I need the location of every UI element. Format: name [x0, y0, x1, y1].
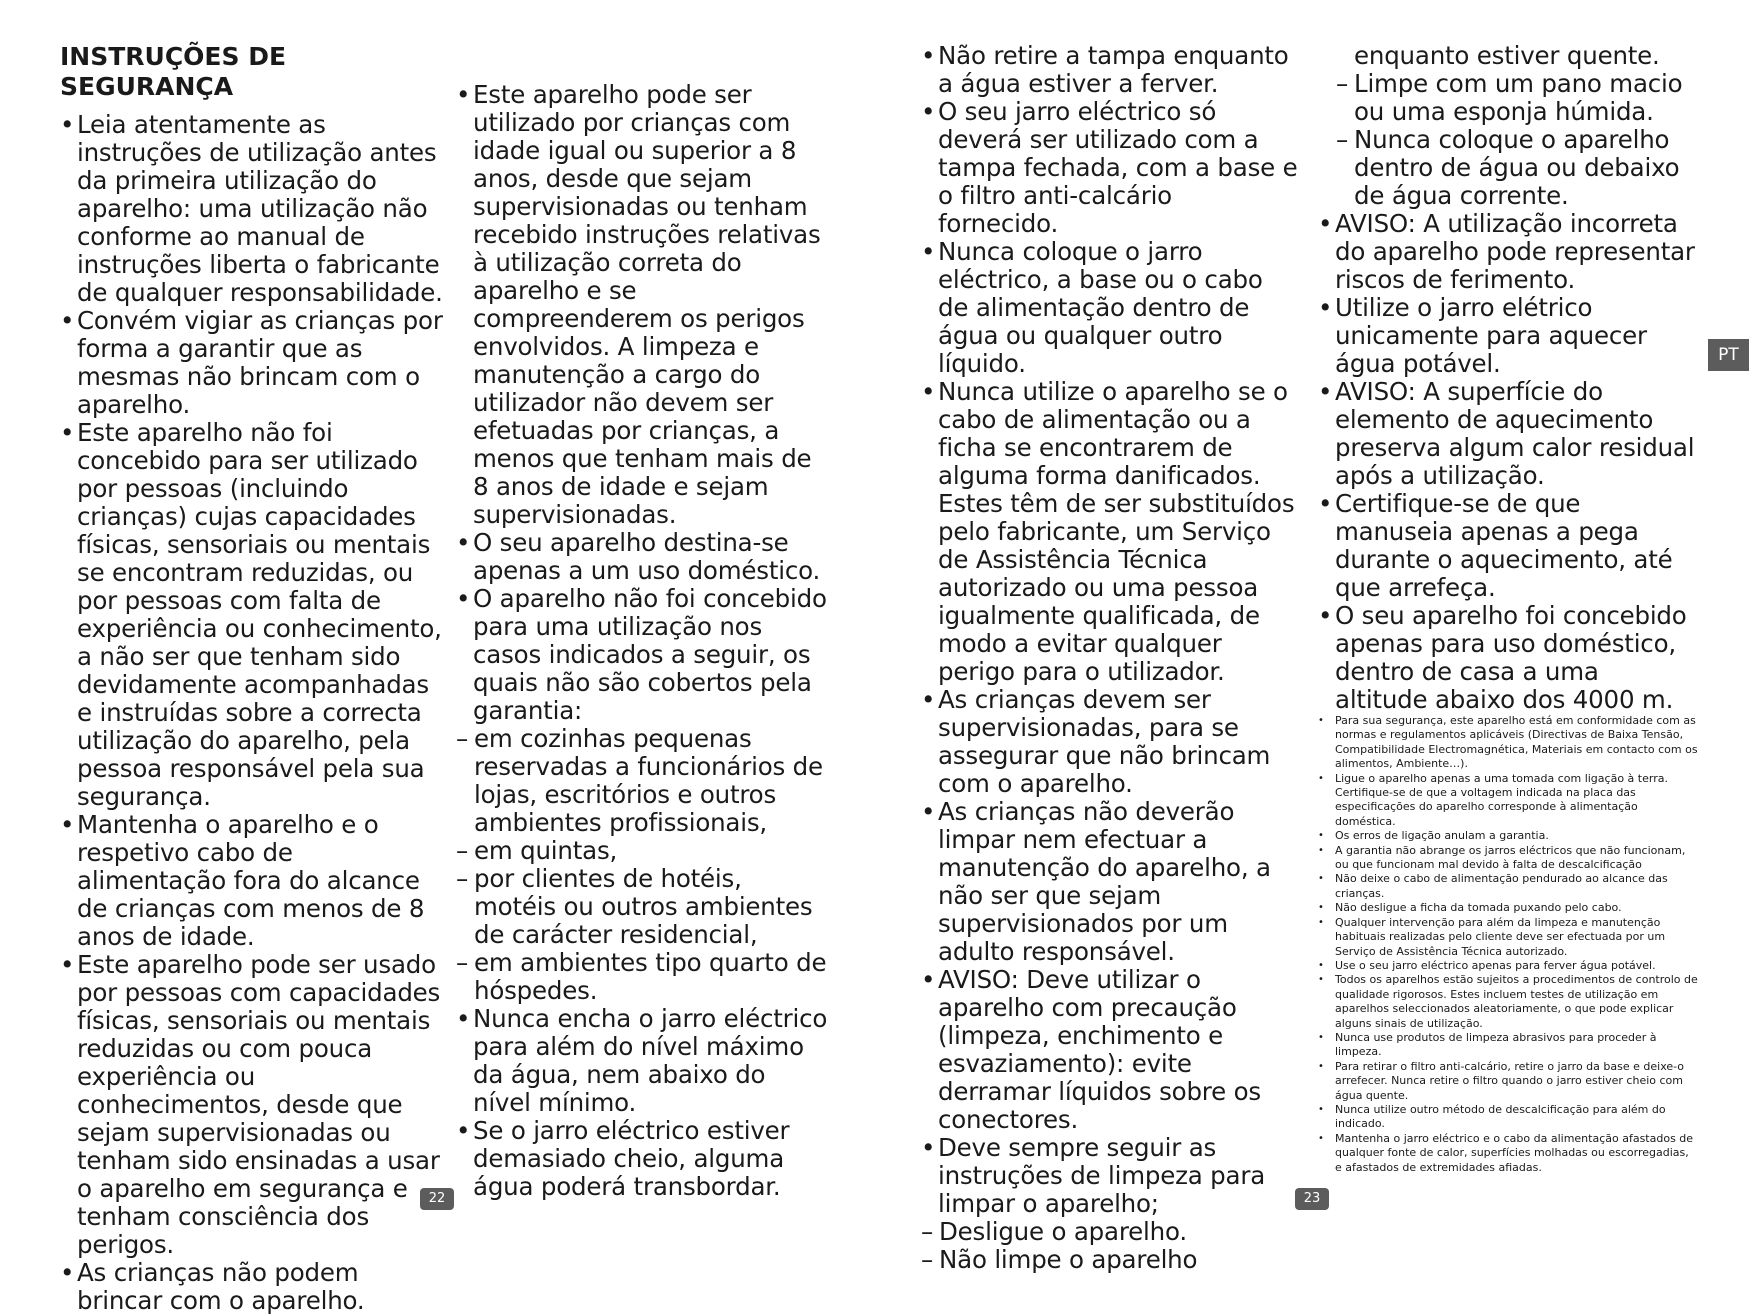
- list-item: • Certifique-se de que manuseia apenas a pega durante o aquecimento, até que arrefeça.: [1318, 490, 1698, 602]
- safety-list-col4: [1318, 210, 1698, 714]
- list-item: • AVISO: A superfície do elemento de aquecimento preserva algum calor residual após a utilização.: [1318, 378, 1698, 490]
- list-item: • Não retire a tampa enquanto a água estiver a ferver.: [921, 42, 1299, 98]
- list-item: • O seu aparelho destina-se apenas a um uso doméstico.: [456, 529, 828, 585]
- right-column-2: [1318, 42, 1698, 1175]
- dash-item: – por clientes de hotéis, motéis ou outros ambientes de carácter residencial,: [456, 865, 828, 949]
- dash-item: – em quintas,: [456, 837, 828, 865]
- list-item: [456, 585, 828, 725]
- fine-print-item: • Use o seu jarro eléctrico apenas para ferver água potável.: [1318, 959, 1698, 973]
- list-item: • Se o jarro eléctrico estiver demasiado cheio, alguma água poderá transbordar.: [456, 1117, 828, 1201]
- safety-list-col3: [921, 42, 1299, 1218]
- fine-print-item: • Não deixe o cabo de alimentação pendurado ao alcance das crianças.: [1318, 872, 1698, 901]
- list-item-text: O aparelho não foi concebido para uma utilização nos casos indicados a seguir, os quais não são cobertos pela garantia:: [473, 584, 827, 725]
- fine-print-list: [1318, 714, 1698, 1175]
- dash-list-cleaning-cont: [1318, 70, 1698, 210]
- fine-print-item: • Para retirar o filtro anti-calcário, retire o jarro da base e deixe-o arrefecer. Nunca retire o filtro quando o jarro estiver cheio com água quente.: [1318, 1060, 1698, 1103]
- list-item: • Nunca coloque o jarro eléctrico, a base ou o cabo de alimentação dentro de água ou qualquer outro líquido.: [921, 238, 1299, 378]
- list-item: • AVISO: A utilização incorreta do aparelho pode representar riscos de ferimento.: [1318, 210, 1698, 294]
- left-column-2: [456, 81, 828, 1201]
- page-title: INSTRUÇÕES DE SEGURANÇA: [60, 42, 287, 101]
- list-item: • Convém vigiar as crianças por forma a garantir que as mesmas não brincam com o aparelho.: [60, 307, 445, 419]
- page-number-right: 23: [1295, 1188, 1329, 1210]
- dash-list-excluded-uses: [456, 725, 828, 1005]
- fine-print-item: • Os erros de ligação anulam a garantia.: [1318, 829, 1698, 843]
- list-item: • Nunca utilize o aparelho se o cabo de alimentação ou a ficha se encontrarem de alguma forma danificados. Estes têm de ser substituídos pelo fabricante, um Serviço de Assistência Técnica autorizado ou uma pessoa igualmente qualificada, de modo a evitar qualquer perigo para o utilizador.: [921, 378, 1299, 686]
- page-number-left: 22: [420, 1188, 454, 1210]
- list-item: • As crianças não podem brincar com o aparelho.: [60, 1259, 445, 1315]
- fine-print-item: • Ligue o aparelho apenas a uma tomada com ligação à terra. Certifique-se de que a voltagem indicada na placa das especificações do aparelho corresponde à alimentação doméstica.: [1318, 772, 1698, 830]
- list-item: • As crianças não deverão limpar nem efectuar a manutenção do aparelho, a não ser que sejam supervisionados por um adulto responsável.: [921, 798, 1299, 966]
- list-item: • Deve sempre seguir as instruções de limpeza para limpar o aparelho;: [921, 1134, 1299, 1218]
- fine-print-item: • Nunca utilize outro método de descalcificação para além do indicado.: [1318, 1103, 1698, 1132]
- fine-print-item: • Para sua segurança, este aparelho está em conformidade com as normas e regulamentos aplicáveis (Directivas de Baixa Tensão, Compatibilidade Electromagnética, Materiais em contacto com os alimentos, Ambiente…).: [1318, 714, 1698, 772]
- dash-list-cleaning: [921, 1218, 1299, 1274]
- safety-list-col2-cont: [456, 1005, 828, 1201]
- fine-print-item: • Qualquer intervenção para além da limpeza e manutenção habituais realizadas pelo cliente deve ser efectuada por um Serviço de Assistência Técnica autorizado.: [1318, 916, 1698, 959]
- fine-print-item: • Nunca use produtos de limpeza abrasivos para proceder à limpeza.: [1318, 1031, 1698, 1060]
- dash-item: – Limpe com um pano macio ou uma esponja húmida.: [1336, 70, 1698, 126]
- fine-print-item: • Não desligue a ficha da tomada puxando pelo cabo.: [1318, 901, 1698, 915]
- list-item: • Mantenha o aparelho e o respetivo cabo de alimentação fora do alcance de crianças com menos de 8 anos de idade.: [60, 811, 445, 951]
- list-item: • O seu jarro eléctrico só deverá ser utilizado com a tampa fechada, com a base e o filtro anti-calcário fornecido.: [921, 98, 1299, 238]
- right-column-1: [921, 42, 1299, 1274]
- dash-item: – em cozinhas pequenas reservadas a funcionários de lojas, escritórios e outros ambientes profissionais,: [456, 725, 828, 837]
- language-tab: PT: [1708, 339, 1749, 371]
- fine-print-item: • Todos os aparelhos estão sujeitos a procedimentos de controlo de qualidade rigorosos. Estes incluem testes de utilização em aparelhos seleccionados aleatoriamente, o que pode explicar alguns sinais de utilização.: [1318, 973, 1698, 1031]
- continuation-text: enquanto estiver quente.: [1354, 41, 1660, 70]
- dash-item: – Não limpe o aparelho: [921, 1246, 1299, 1274]
- safety-list-col2: [456, 81, 828, 725]
- list-item: • Nunca encha o jarro eléctrico para além do nível máximo da água, nem abaixo do nível mínimo.: [456, 1005, 828, 1117]
- list-item: • Utilize o jarro elétrico unicamente para aquecer água potável.: [1318, 294, 1698, 378]
- list-item: • Este aparelho pode ser utilizado por crianças com idade igual ou superior a 8 anos, desde que sejam supervisionadas ou tenham recebido instruções relativas à utilização correta do aparelho e se compreenderem os perigos envolvidos. A limpeza e manutenção a cargo do utilizador não devem ser efetuadas por crianças, a menos que tenham mais de 8 anos de idade e sejam supervisionadas.: [456, 81, 828, 529]
- list-item: • Este aparelho pode ser usado por pessoas com capacidades físicas, sensoriais ou mentais reduzidas ou com pouca experiência ou conhecimentos, desde que sejam supervisionadas ou tenham sido ensinadas a usar o aparelho em segurança e tenham consciência dos perigos.: [60, 951, 445, 1259]
- list-item: • AVISO: Deve utilizar o aparelho com precaução (limpeza, enchimento e esvaziamento): evite derramar líquidos sobre os conectores.: [921, 966, 1299, 1134]
- list-item: • As crianças devem ser supervisionadas, para se assegurar que não brincam com o aparelho.: [921, 686, 1299, 798]
- fine-print-item: • A garantia não abrange os jarros eléctricos que não funcionam, ou que funcionam mal devido à falta de descalcificação: [1318, 844, 1698, 873]
- fine-print-item: • Mantenha o jarro eléctrico e o cabo da alimentação afastados de qualquer fonte de calor, superfícies molhadas ou escorregadias, e afastados de extremidades afiadas.: [1318, 1132, 1698, 1175]
- left-column-1: [60, 42, 445, 1315]
- safety-list-col1: [60, 111, 445, 1315]
- dash-item: – em ambientes tipo quarto de hóspedes.: [456, 949, 828, 1005]
- list-item: • Este aparelho não foi concebido para ser utilizado por pessoas (incluindo crianças) cujas capacidades físicas, sensoriais ou mentais se encontram reduzidas, ou por pessoas com falta de experiência ou conhecimento, a não ser que tenham sido devidamente acompanhadas e instruídas sobre a correcta utilização do aparelho, pela pessoa responsável pela sua segurança.: [60, 419, 445, 811]
- dash-item: – Desligue o aparelho.: [921, 1218, 1299, 1246]
- list-item: • Leia atentamente as instruções de utilização antes da primeira utilização do aparelho: uma utilização não conforme ao manual de instruções liberta o fabricante de qualquer responsabilidade.: [60, 111, 445, 307]
- dash-item: – Nunca coloque o aparelho dentro de água ou debaixo de água corrente.: [1336, 126, 1698, 210]
- list-item: • O seu aparelho foi concebido apenas para uso doméstico, dentro de casa a uma altitude abaixo dos 4000 m.: [1318, 602, 1698, 714]
